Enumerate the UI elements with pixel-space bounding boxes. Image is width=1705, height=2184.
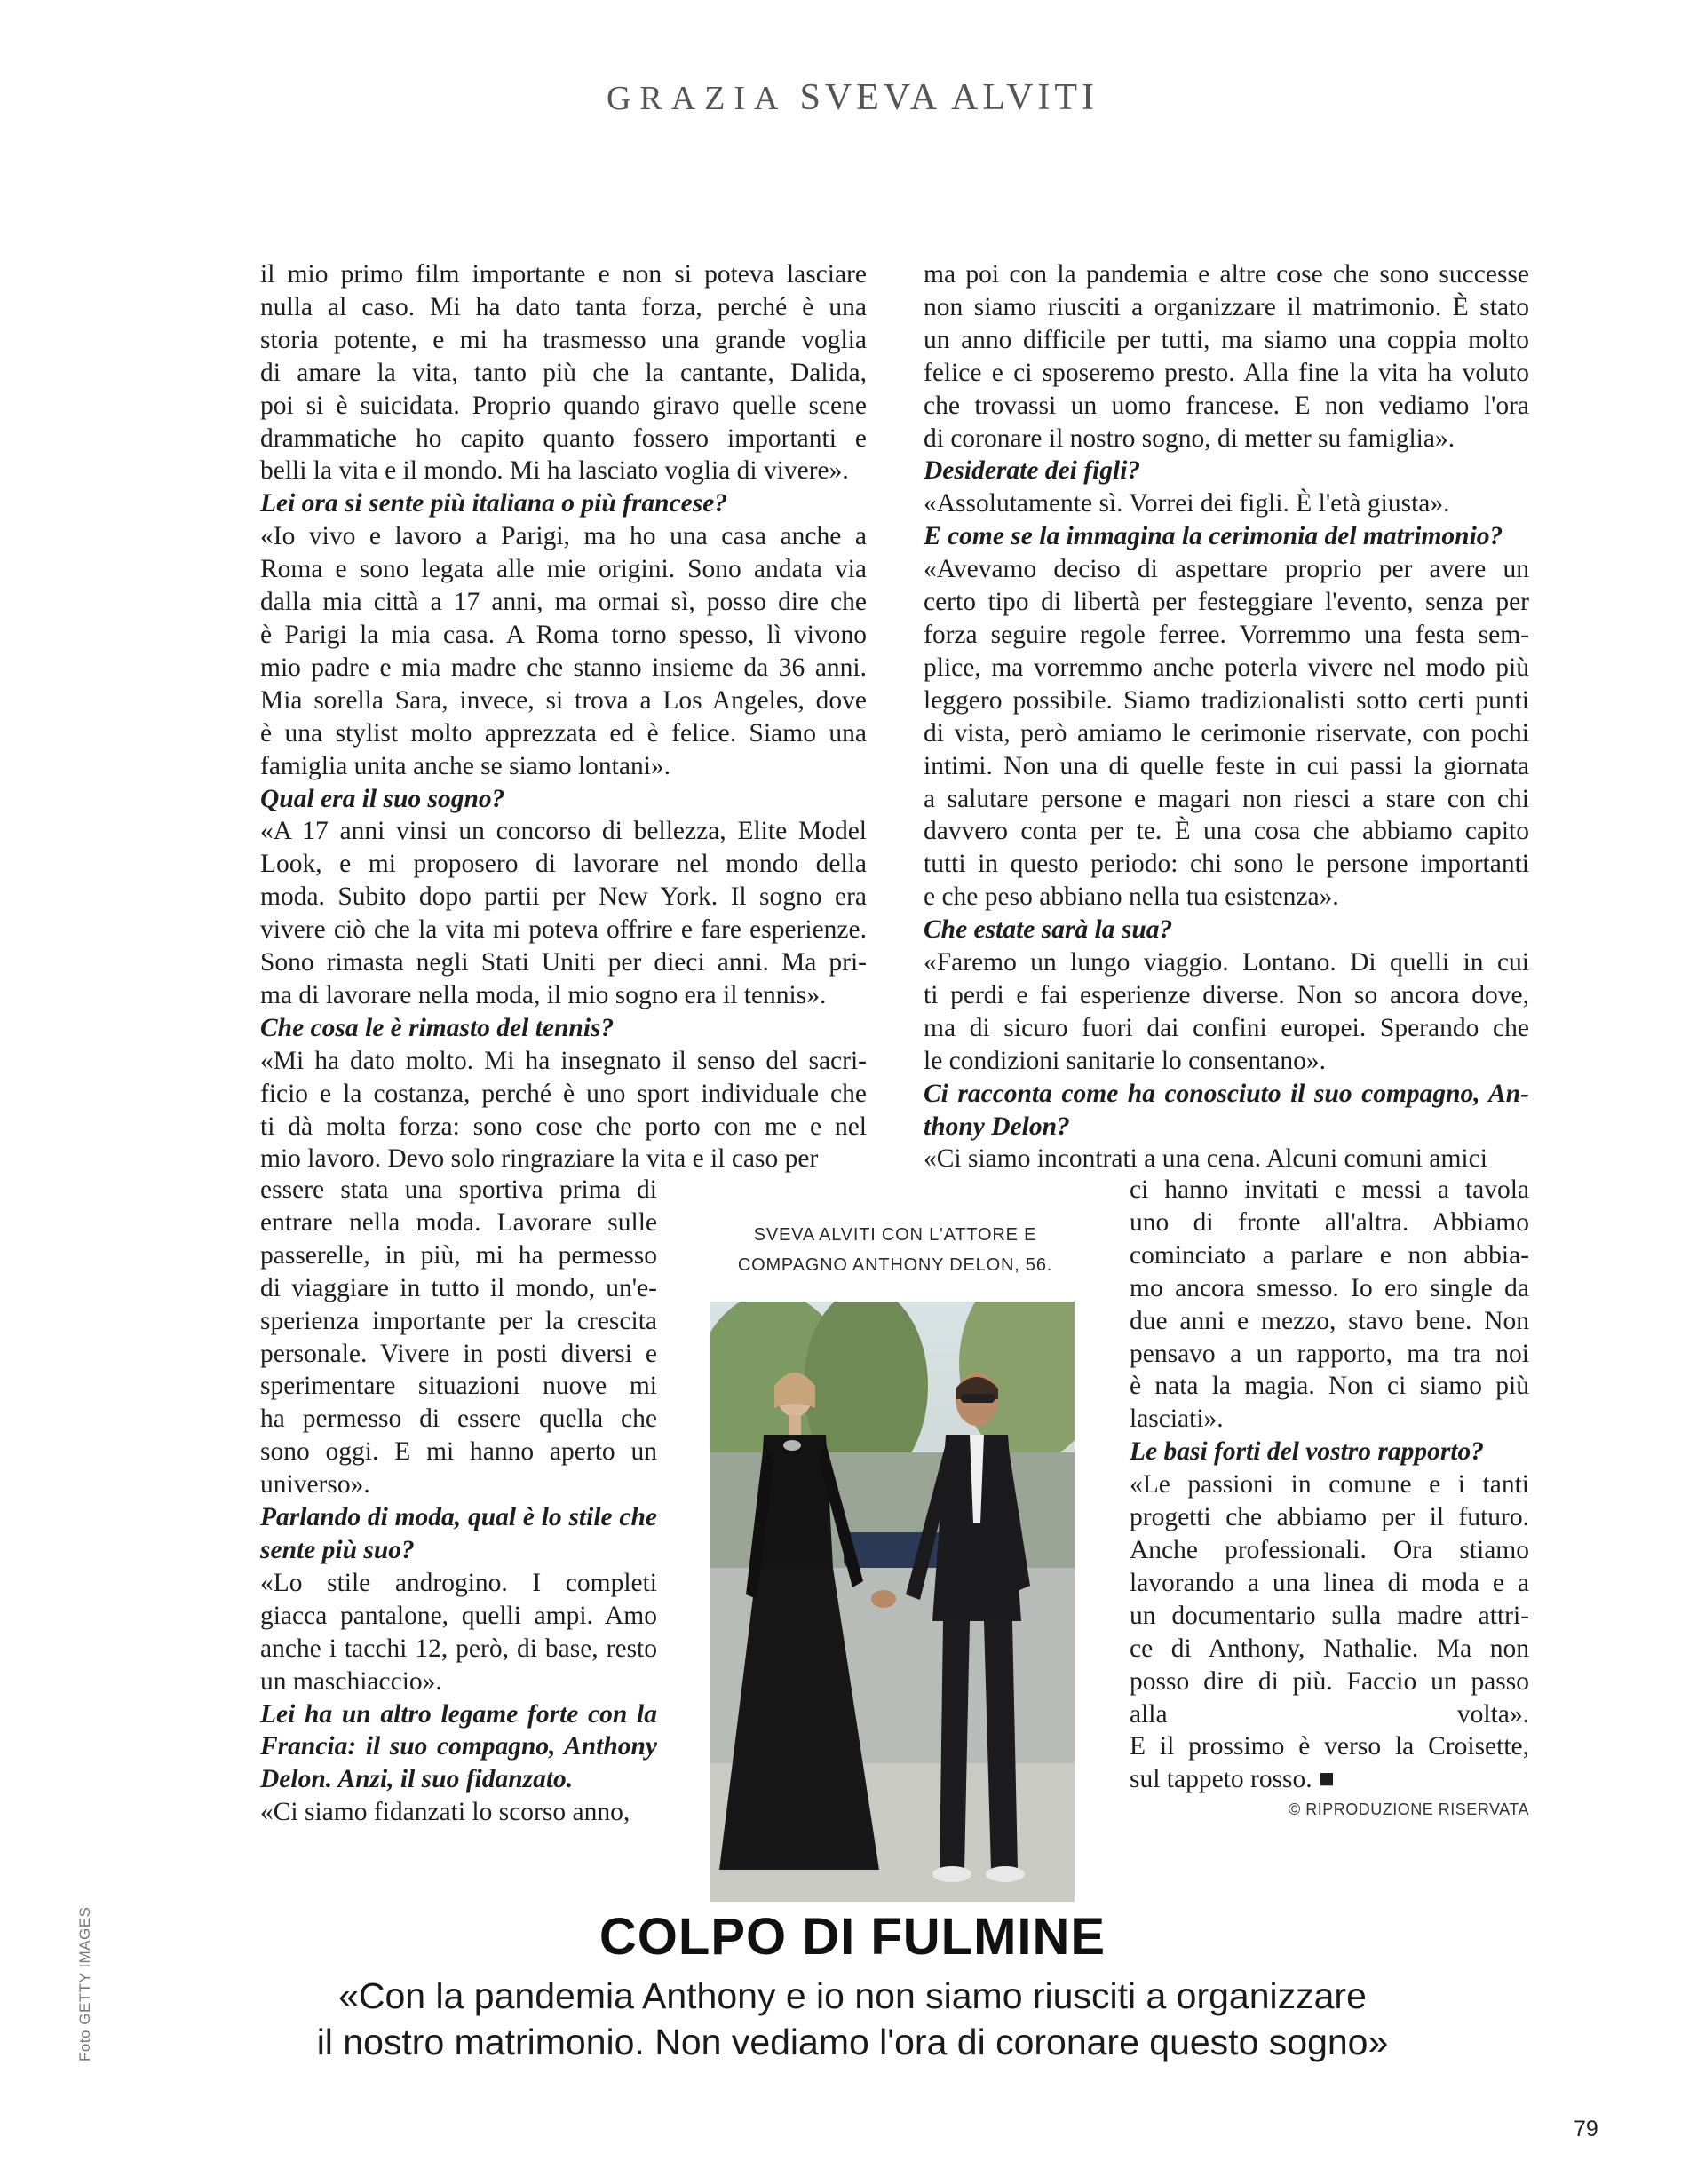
text-line: di amare la vita, tanto più che la cantante, Dalida, bbox=[260, 358, 867, 387]
text-line: Roma e sono legata alle mie origini. Sono andata via bbox=[260, 555, 867, 584]
text-line: «Ci siamo fidanzati lo scorso anno, bbox=[260, 1798, 630, 1827]
text-line: plice, ma vorremmo anche poterla vivere nel modo più bbox=[924, 653, 1529, 682]
pull-quote-line-1: «Con la pandemia Anthony e io non siamo riusciti a organizzare bbox=[338, 1975, 1367, 2016]
text-line: Mia sorella Sara, invece, si trova a Los Angeles, dove bbox=[260, 685, 867, 715]
question-line: Delon. Anzi, il suo fidanzato. bbox=[260, 1765, 574, 1794]
text-line: uno di fronte all'altra. Abbiamo bbox=[1130, 1207, 1529, 1237]
running-header bbox=[0, 76, 1705, 119]
couple-photo-illustration bbox=[710, 1302, 1075, 1902]
question-line: sente più suo? bbox=[260, 1535, 415, 1564]
caption-line-2: COMPAGNO ANTHONY DELON, 56. bbox=[737, 1255, 1053, 1275]
text-line: «Faremo un lungo viaggio. Lontano. Di quelli in cui bbox=[924, 948, 1529, 977]
text-line: un documentario sulla madre attri- bbox=[1130, 1601, 1529, 1630]
text-column-right-lower bbox=[1130, 1174, 1529, 1796]
text-line: anche i tacchi 12, però, di base, resto bbox=[260, 1634, 657, 1663]
text-line: sul tappeto rosso. ■ bbox=[1130, 1765, 1335, 1794]
text-line: entrare nella moda. Lavorare sulle bbox=[260, 1207, 657, 1237]
question-line: E come se la immagina la cerimonia del matrimonio? bbox=[924, 522, 1503, 551]
text-line: essere stata una sportiva prima di bbox=[260, 1175, 657, 1204]
text-line: «Io vivo e lavoro a Parigi, ma ho una casa anche a bbox=[260, 522, 867, 551]
pull-quote-line-2: il nostro matrimonio. Non vediamo l'ora di coronare questo sogno» bbox=[316, 2022, 1389, 2062]
text-column-left bbox=[260, 258, 867, 1175]
text-column-left-lower bbox=[260, 1174, 657, 1829]
text-line: personale. Vivere in posti diversi e bbox=[260, 1339, 657, 1368]
text-line: famiglia unita anche se siamo lontani». bbox=[260, 751, 671, 780]
question-line: Ci racconta come ha conosciuto il suo compagno, An- bbox=[924, 1079, 1529, 1108]
text-line: progetti che abbiamo per il futuro. bbox=[1130, 1503, 1529, 1532]
magazine-brand: GRAZIA bbox=[606, 80, 788, 117]
text-line: ficio e la costanza, perché è uno sport individuale che bbox=[260, 1079, 867, 1108]
text-line: di vista, però amiamo le cerimonie riservate, con pochi bbox=[924, 718, 1529, 748]
text-line: di viaggiare in tutto il mondo, un'e- bbox=[260, 1273, 657, 1302]
text-line: intimi. Non una di quelle feste in cui passi la giornata bbox=[924, 751, 1529, 780]
text-line: pensavo a un rapporto, ma tra noi bbox=[1130, 1339, 1529, 1368]
text-line: a salutare persone e magari non riesci a stare con chi bbox=[924, 784, 1529, 813]
text-line: giacca pantalone, quelli ampi. Amo bbox=[260, 1601, 657, 1630]
text-line: sperienza importante per la crescita bbox=[260, 1306, 657, 1335]
text-line: due anni e mezzo, stavo bene. Non bbox=[1130, 1306, 1529, 1335]
text-column-right bbox=[924, 258, 1529, 1175]
text-line: dalla mia città a 17 anni, ma ormai sì, posso dire che bbox=[260, 588, 867, 617]
question-line: Lei ha un altro legame forte con la bbox=[260, 1699, 657, 1729]
question-line: Qual era il suo sogno? bbox=[260, 784, 505, 813]
text-line: un anno difficile per tutti, ma siamo una coppia molto bbox=[924, 325, 1529, 354]
text-line: certo tipo di libertà per festeggiare l'evento, senza per bbox=[924, 588, 1529, 617]
couple-photo bbox=[710, 1302, 1075, 1902]
text-line: passerelle, in più, mi ha permesso bbox=[260, 1240, 657, 1270]
text-line: lavorando a una linea di moda e a bbox=[1130, 1568, 1529, 1597]
pull-quote bbox=[0, 1973, 1705, 2065]
question-line: Parlando di moda, qual è lo stile che bbox=[260, 1503, 657, 1532]
text-line: mio lavoro. Devo solo ringraziare la vita e il caso per bbox=[260, 1144, 819, 1174]
copyright-notice: © RIPRODUZIONE RISERVATA bbox=[1289, 1800, 1529, 1818]
text-line: ha permesso di essere quella che bbox=[260, 1405, 657, 1434]
text-line: e che peso abbiano nella tua esistenza». bbox=[924, 882, 1339, 912]
text-line: ci hanno invitati e messi a tavola bbox=[1130, 1175, 1529, 1204]
text-line: che trovassi un uomo francese. E non vediamo l'ora bbox=[924, 391, 1529, 420]
text-line: ti dà molta forza: sono cose che porto con me e nel bbox=[260, 1112, 867, 1141]
text-line: «Ci siamo incontrati a una cena. Alcuni comuni amici bbox=[924, 1144, 1487, 1174]
text-line: un maschiaccio». bbox=[260, 1666, 442, 1696]
text-line: vivere ciò che la vita mi poteva offrire e fare esperienze. bbox=[260, 915, 867, 945]
text-line: nulla al caso. Mi ha dato tanta forza, perché è una bbox=[260, 292, 867, 321]
text-line: leggero possibile. Siamo tradizionalisti sotto certi punti bbox=[924, 685, 1529, 715]
text-line: lasciati». bbox=[1130, 1405, 1224, 1434]
text-line: è una stylist molto apprezzata ed è felice. Siamo una bbox=[260, 718, 867, 748]
text-line: «Lo stile androgino. I completi bbox=[260, 1568, 657, 1597]
text-line: E il prossimo è verso la Croisette, bbox=[1130, 1732, 1529, 1761]
text-line: il mio primo film importante e non si poteva lasciare bbox=[260, 260, 867, 289]
pull-quote-title: COLPO DI FULMINE bbox=[599, 1908, 1106, 1966]
caption-line-1: SVEVA ALVITI CON L'ATTORE E bbox=[753, 1225, 1037, 1245]
text-line: forza seguire regole ferree. Vorremmo una festa sem- bbox=[924, 620, 1529, 649]
text-line: «Avevamo deciso di aspettare proprio per avere un bbox=[924, 555, 1529, 584]
text-line: Look, e mi proposero di lavorare nel mondo della bbox=[260, 850, 867, 879]
text-line: ti perdi e fai esperienze diverse. Non so ancora dove, bbox=[924, 980, 1529, 1009]
text-line: alla volta». bbox=[1130, 1699, 1529, 1729]
text-line: non siamo riusciti a organizzare il matrimonio. È stato bbox=[924, 292, 1529, 321]
text-line: davvero conta per te. È una cosa che abbiamo capito bbox=[924, 817, 1529, 846]
text-line: sono oggi. E mi hanno aperto un bbox=[260, 1437, 657, 1467]
question-line: Lei ora si sente più italiana o più francese? bbox=[260, 489, 728, 518]
text-line: «Mi ha dato molto. Mi ha insegnato il senso del sacri- bbox=[260, 1046, 867, 1075]
text-line: ma poi con la pandemia e altre cose che sono successe bbox=[924, 260, 1529, 289]
text-line: cominciato a parlare e non abbia- bbox=[1130, 1240, 1529, 1270]
text-line: posso dire di più. Faccio un passo bbox=[1130, 1666, 1529, 1696]
question-line: Che cosa le è rimasto del tennis? bbox=[260, 1013, 615, 1042]
text-line: belli la vita e il mondo. Mi ha lasciato voglia di vivere». bbox=[260, 456, 849, 486]
text-line: ma di sicuro fuori dai confini europei. Sperando che bbox=[924, 1013, 1529, 1042]
text-line: Anche professionali. Ora stiamo bbox=[1130, 1535, 1529, 1564]
text-line: mo ancora smesso. Io ero single da bbox=[1130, 1273, 1529, 1302]
text-line: «A 17 anni vinsi un concorso di bellezza, Elite Model bbox=[260, 817, 867, 846]
text-line: ma di lavorare nella moda, il mio sogno era il tennis». bbox=[260, 980, 827, 1009]
text-line: felice e ci sposeremo presto. Alla fine la vita ha voluto bbox=[924, 358, 1529, 387]
text-line: storia potente, e mi ha trasmesso una grande voglia bbox=[260, 325, 867, 354]
text-line: «Le passioni in comune e i tanti bbox=[1130, 1470, 1529, 1500]
text-line: mio padre e mia madre che stanno insieme da 36 anni. bbox=[260, 653, 867, 682]
text-line: moda. Subito dopo partii per New York. Il sogno era bbox=[260, 882, 867, 912]
text-line: le condizioni sanitarie lo consentano». bbox=[924, 1046, 1327, 1075]
text-line: sperimentare situazioni nuove mi bbox=[260, 1372, 657, 1401]
text-line: è Parigi la mia casa. A Roma torno spesso, lì vivono bbox=[260, 620, 867, 649]
question-line: Francia: il suo compagno, Anthony bbox=[260, 1732, 657, 1761]
text-line: drammatiche ho capito quanto fossero importanti e bbox=[260, 423, 867, 453]
photo-credit: Foto GETTY IMAGES bbox=[76, 1906, 93, 2061]
page-number: 79 bbox=[1574, 2117, 1598, 2141]
text-line: è nata la magia. Non ci siamo più bbox=[1130, 1372, 1529, 1401]
photo-caption bbox=[710, 1220, 1080, 1280]
article-subject: SVEVA ALVITI bbox=[799, 77, 1099, 118]
question-line: Desiderate dei figli? bbox=[924, 456, 1141, 486]
question-line: Le basi forti del vostro rapporto? bbox=[1130, 1437, 1485, 1467]
question-line: thony Delon? bbox=[924, 1112, 1070, 1141]
text-line: poi si è suicidata. Proprio quando giravo quelle scene bbox=[260, 391, 867, 420]
text-line: «Assolutamente sì. Vorrei dei figli. È l'età giusta». bbox=[924, 489, 1450, 518]
text-line: di coronare il nostro sogno, di metter su famiglia». bbox=[924, 423, 1455, 453]
text-line: ce di Anthony, Nathalie. Ma non bbox=[1130, 1634, 1529, 1663]
text-line: universo». bbox=[260, 1470, 370, 1500]
question-line: Che estate sarà la sua? bbox=[924, 915, 1173, 945]
text-line: tutti in questo periodo: chi sono le persone importanti bbox=[924, 850, 1529, 879]
text-line: Sono rimasta negli Stati Uniti per dieci anni. Ma pri- bbox=[260, 948, 867, 977]
